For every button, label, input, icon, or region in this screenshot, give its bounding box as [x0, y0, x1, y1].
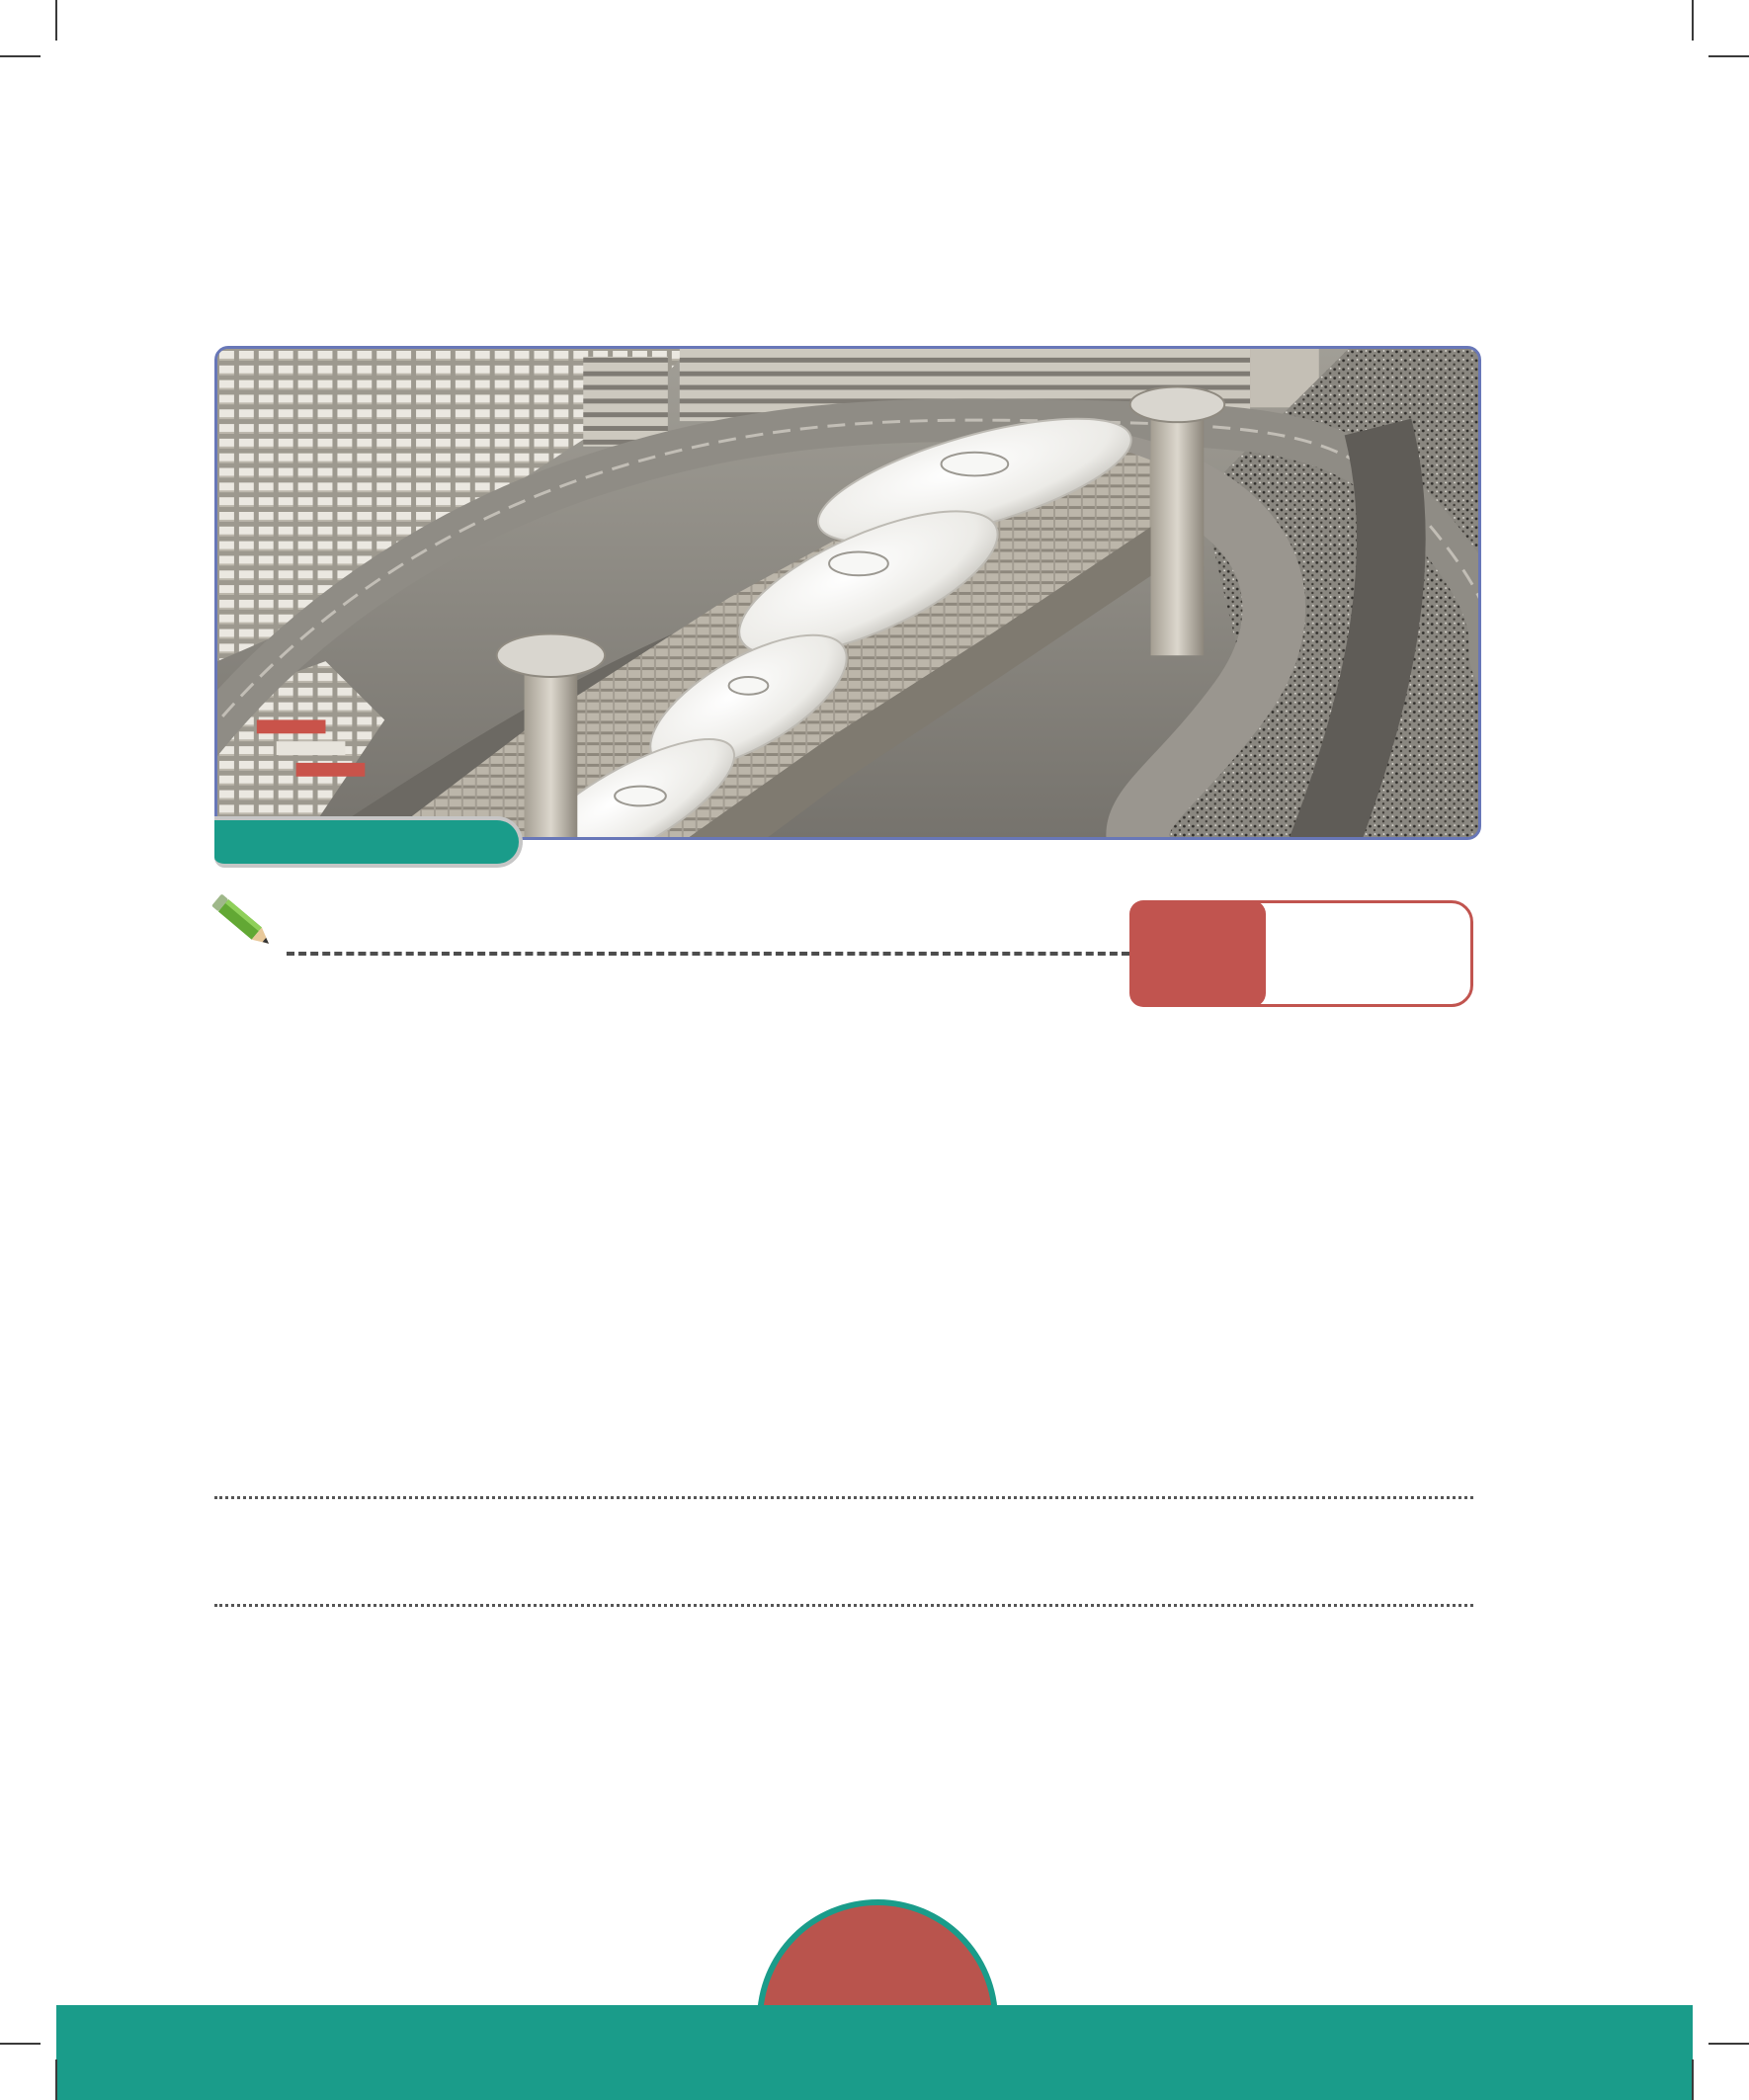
roof-vent: [942, 453, 1009, 476]
crop-mark: [0, 55, 41, 57]
pencil-icon: [204, 882, 283, 962]
tower: [525, 655, 578, 837]
activity-number: [1129, 900, 1266, 1007]
answer-line-b: [214, 1604, 1473, 1607]
decorative-pattern-top: [1028, 0, 1749, 336]
tower: [1151, 404, 1205, 655]
bus: [257, 719, 326, 733]
footer-bar: [56, 2005, 1693, 2100]
answer-line-a: [214, 1496, 1473, 1499]
parking-structure: [583, 357, 668, 447]
jamarat-aerial-photo: [217, 349, 1478, 837]
activity-label: [1275, 900, 1462, 1007]
crop-mark: [55, 0, 57, 41]
bus: [296, 763, 366, 777]
crop-mark: [1708, 2043, 1749, 2045]
photo-frame: [214, 346, 1481, 840]
crop-mark: [1692, 2059, 1694, 2100]
dashed-divider: [287, 952, 1129, 956]
roof-vent: [615, 787, 666, 806]
roof-vent: [729, 677, 769, 695]
crop-mark: [0, 2043, 41, 2045]
tower-cap: [497, 633, 605, 676]
tower-cap: [1130, 387, 1225, 423]
bus: [277, 741, 346, 755]
roof-vent: [829, 552, 888, 576]
crop-mark: [55, 2059, 57, 2100]
